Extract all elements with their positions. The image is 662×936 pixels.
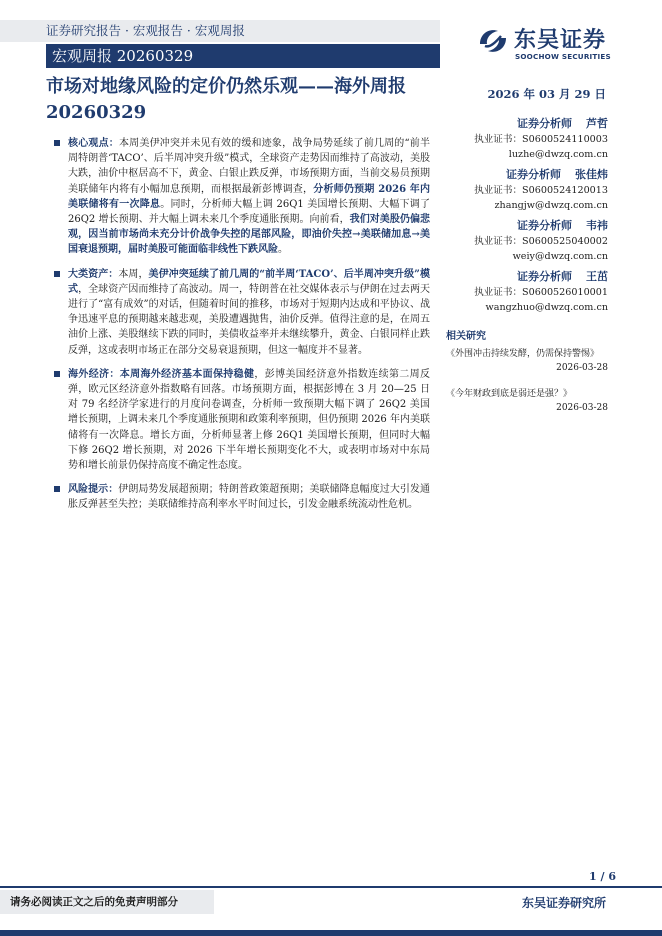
analyst-card bbox=[458, 269, 608, 315]
analyst-name: 张佳炜 bbox=[575, 168, 608, 181]
section-risk bbox=[54, 482, 430, 512]
report-date: 2026 年 03 月 29 日 bbox=[487, 87, 606, 101]
square-bullet-icon bbox=[54, 486, 60, 492]
section-label: 风险提示： bbox=[68, 484, 119, 496]
section-economy bbox=[54, 367, 430, 473]
related-item-date: 2026-03-28 bbox=[556, 403, 608, 413]
square-bullet-icon bbox=[54, 271, 60, 277]
section-text: ，彭博美国经济意外指数连续第二周反弹，欧元区经济意外指数略有回落。市场预期方面，根据彭博在 3 月 20—25 日对 79 名经济学家进行的月度问卷调查，分析师一致预期大幅下调了 26Q2 美国增长预期，上调未来几个季度通胀预期和政策利率预期，但仍预期 2026 年内美联储将有一次降息。增长方面，分析师显著上修 26Q1 美国增长预期，但同时大幅下修 26Q2 增长预期，对 2026 下半年增长预期变化不大，或表明市场对中东局势和增长前景仍保持高度不确定性态度。 bbox=[68, 368, 431, 472]
analyst-card bbox=[458, 218, 608, 264]
report-title: 市场对地缘风险的定价仍然乐观——海外周报 20260329 bbox=[46, 76, 406, 123]
analyst-role: 证券分析师 bbox=[517, 219, 572, 232]
related-research bbox=[446, 327, 608, 427]
section-label: 大类资产： bbox=[68, 268, 119, 280]
section-text: 。 bbox=[278, 244, 288, 256]
section-text: ，全球资产因而维持了高波动。周一，特朗普在社交媒体表示与伊朗在过去两天进行了“富有成效”的对话，但随着时间的推移，市场对于短期内达成和平协议、战争迅速平息的预期越来越悲观，美股遭遇抛售，油价反弹。值得注意的是，在周五油价上涨、美股继续下跌的同时，美债收益率并未继续攀升，黄金、白银同样止跌反弹，这或表明市场正在部分交易衰退预期，但这一幅度并不显著。 bbox=[68, 283, 431, 356]
analyst-role: 证券分析师 bbox=[517, 270, 572, 283]
section-label: 核心观点： bbox=[68, 138, 119, 149]
analyst-email[interactable]: luzhe@dwzq.com.cn bbox=[508, 149, 608, 160]
section-assets bbox=[54, 267, 430, 358]
section-highlight: 我们对美股仍偏悲观，因当前市场尚未充分计价战争失控的尾部风险，即油价失控→美联储加息→美国衰退预期，届时美股可能面临非线性下跌风险 bbox=[68, 214, 430, 256]
section-label: 海外经济： bbox=[68, 368, 120, 380]
analyst-license: 执业证书：S0600524120013 bbox=[474, 185, 608, 196]
analyst-name: 王茁 bbox=[586, 270, 608, 283]
related-item-title[interactable]: 《今年财政到底是弱还是强？》 bbox=[446, 389, 573, 399]
analyst-role: 证券分析师 bbox=[506, 168, 561, 181]
institute-name: 东吴证券研究所 bbox=[521, 896, 606, 910]
section-text: 本周美伊冲突并未见有效的缓和迹象，战争局势延续了前几周的“前半周特朗普‘TACO’、后半周冲突升级”模式，全球资产走势因而维持了高波动，美股大跌，油价中枢居高不下，黄金、白银止跌反弹，市场预期方面，当前交易员预期美联储年内将有小幅加息预期，而根据最新彭博调查， bbox=[68, 138, 430, 195]
footer-divider bbox=[0, 886, 662, 888]
analyst-license: 执业证书：S0600524110003 bbox=[474, 134, 608, 145]
section-core-view bbox=[54, 136, 430, 258]
disclaimer-note[interactable]: 请务必阅读正文之后的免责声明部分 bbox=[0, 890, 214, 914]
square-bullet-icon bbox=[54, 140, 60, 146]
soochow-logo-icon bbox=[476, 24, 510, 58]
analyst-name: 韦祎 bbox=[586, 219, 608, 232]
company-logo bbox=[476, 22, 626, 68]
related-item-date: 2026-03-28 bbox=[556, 363, 608, 373]
analyst-email[interactable]: weiy@dwzq.com.cn bbox=[512, 251, 608, 262]
square-bullet-icon bbox=[54, 371, 60, 377]
report-series-banner: 宏观周报 20260329 bbox=[46, 44, 440, 68]
analyst-license: 执业证书：S0600526010001 bbox=[474, 287, 608, 298]
section-text: 。同时，分析师大幅上调 26Q1 美国增长预期、大幅下调了 26Q2 增长预期、并大幅上调未来几个季度通胀预期。向前看， bbox=[68, 198, 430, 226]
analyst-email[interactable]: wangzhuo@dwzq.com.cn bbox=[485, 302, 608, 313]
section-text: 本周， bbox=[118, 268, 149, 280]
analyst-name: 芦哲 bbox=[586, 117, 608, 130]
analyst-license: 执业证书：S0600525040002 bbox=[474, 236, 608, 247]
breadcrumb: 证券研究报告 · 宏观报告 · 宏观周报 bbox=[0, 20, 440, 42]
report-body bbox=[54, 136, 430, 522]
analyst-role: 证券分析师 bbox=[517, 117, 572, 130]
section-highlight: 分析师仍预期 2026 年内美联储将有一次降息 bbox=[68, 183, 431, 210]
related-item-title[interactable]: 《外围冲击持续发酵，仍需保持警惕》 bbox=[446, 349, 600, 359]
logo-text-en: SOOCHOW SECURITIES bbox=[515, 52, 611, 61]
analyst-card bbox=[458, 116, 608, 162]
logo-text-cn: 东吴证券 bbox=[514, 28, 607, 53]
section-text: 伊朗局势发展超预期；特朗普政策超预期；美联储降息幅度过大引发通胀反弹甚至失控；美联储维持高利率水平时间过长，引发金融系统流动性危机。 bbox=[68, 484, 431, 511]
analyst-list bbox=[458, 116, 608, 320]
page-number: 1 / 6 bbox=[589, 870, 616, 883]
section-highlight: 美伊冲突延续了前几周的“前半周‘TACO’、后半周冲突升级”模式 bbox=[68, 268, 431, 295]
related-heading: 相关研究 bbox=[446, 331, 486, 342]
analyst-card bbox=[458, 167, 608, 213]
footer-stripe bbox=[0, 930, 662, 936]
section-highlight: 本周海外经济基本面保持稳健 bbox=[119, 368, 255, 380]
analyst-email[interactable]: zhangjw@dwzq.com.cn bbox=[494, 200, 608, 211]
